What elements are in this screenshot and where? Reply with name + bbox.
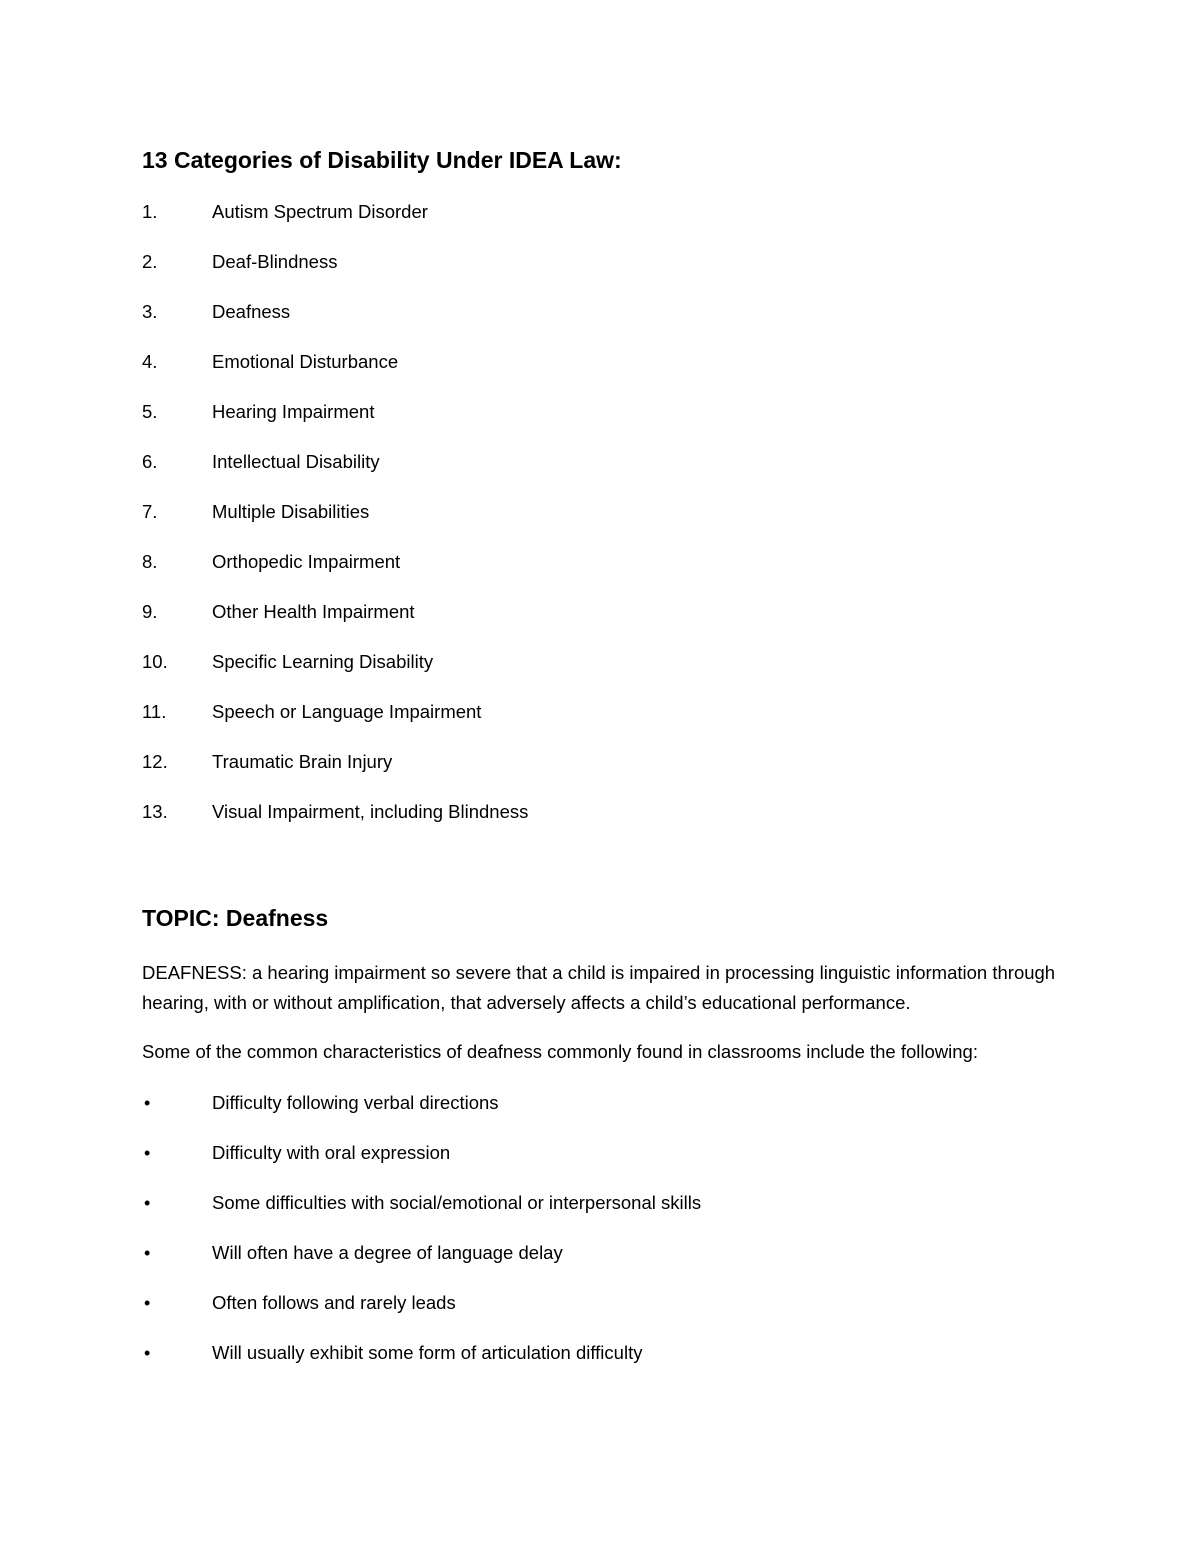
category-label: Deafness (212, 301, 291, 322)
category-label: Autism Spectrum Disorder (212, 201, 428, 222)
characteristic-item (142, 1337, 1102, 1387)
definition-paragraph: DEAFNESS: a hearing impairment so severe that a child is impaired in processing linguistic information through hearing, with or without amplification, that adversely affects a child’s educational performance. (142, 962, 1056, 1013)
category-number: 7. (142, 501, 158, 522)
category-number: 5. (142, 401, 158, 422)
category-number: 4. (142, 351, 158, 372)
category-number: 6. (142, 451, 158, 472)
characteristic-label: Will often have a degree of language delay (212, 1242, 563, 1263)
characteristic-item (142, 1137, 1102, 1187)
characteristic-label: Difficulty following verbal directions (212, 1092, 499, 1113)
category-item (142, 246, 1102, 296)
category-item (142, 396, 1102, 446)
category-number: 9. (142, 601, 158, 622)
category-item (142, 596, 1102, 646)
category-item (142, 646, 1102, 696)
category-number: 13. (142, 801, 168, 822)
categories-list (142, 196, 1102, 846)
category-label: Orthopedic Impairment (212, 551, 401, 572)
category-item (142, 196, 1102, 246)
bullet-icon: • (144, 1093, 151, 1113)
category-label: Traumatic Brain Injury (212, 751, 393, 772)
characteristics-list (142, 1087, 1102, 1387)
characteristic-item (142, 1287, 1102, 1337)
bullet-icon: • (144, 1143, 151, 1163)
category-item (142, 796, 1102, 846)
category-item (142, 696, 1102, 746)
category-label: Multiple Disabilities (212, 501, 370, 522)
characteristic-label: Some difficulties with social/emotional or interpersonal skills (212, 1192, 702, 1213)
category-number: 8. (142, 551, 158, 572)
category-number: 2. (142, 251, 158, 272)
topic-heading: TOPIC: Deafness (142, 905, 329, 931)
characteristic-item (142, 1237, 1102, 1287)
category-number: 10. (142, 651, 168, 672)
category-label: Emotional Disturbance (212, 351, 399, 372)
category-label: Deaf-Blindness (212, 251, 338, 272)
category-number: 1. (142, 201, 158, 222)
category-item (142, 296, 1102, 346)
category-item (142, 346, 1102, 396)
category-item (142, 446, 1102, 496)
category-label: Hearing Impairment (212, 401, 375, 422)
characteristic-label: Often follows and rarely leads (212, 1292, 456, 1313)
intro-paragraph: Some of the common characteristics of deafness commonly found in classrooms include the following: (142, 1041, 978, 1062)
characteristic-item (142, 1087, 1102, 1137)
category-label: Speech or Language Impairment (212, 701, 482, 722)
category-label: Visual Impairment, including Blindness (212, 801, 529, 822)
category-item (142, 496, 1102, 546)
category-number: 3. (142, 301, 158, 322)
page-heading: 13 Categories of Disability Under IDEA Law: (142, 147, 622, 173)
characteristic-label: Difficulty with oral expression (212, 1142, 451, 1163)
category-label: Intellectual Disability (212, 451, 380, 472)
category-label: Specific Learning Disability (212, 651, 434, 672)
category-item (142, 746, 1102, 796)
bullet-icon: • (144, 1343, 151, 1363)
characteristic-label: Will usually exhibit some form of articulation difficulty (212, 1342, 643, 1363)
category-number: 12. (142, 751, 168, 772)
category-item (142, 546, 1102, 596)
characteristic-item (142, 1187, 1102, 1237)
bullet-icon: • (144, 1243, 151, 1263)
bullet-icon: • (144, 1293, 151, 1313)
category-label: Other Health Impairment (212, 601, 415, 622)
category-number: 11. (142, 701, 167, 722)
bullet-icon: • (144, 1193, 151, 1213)
